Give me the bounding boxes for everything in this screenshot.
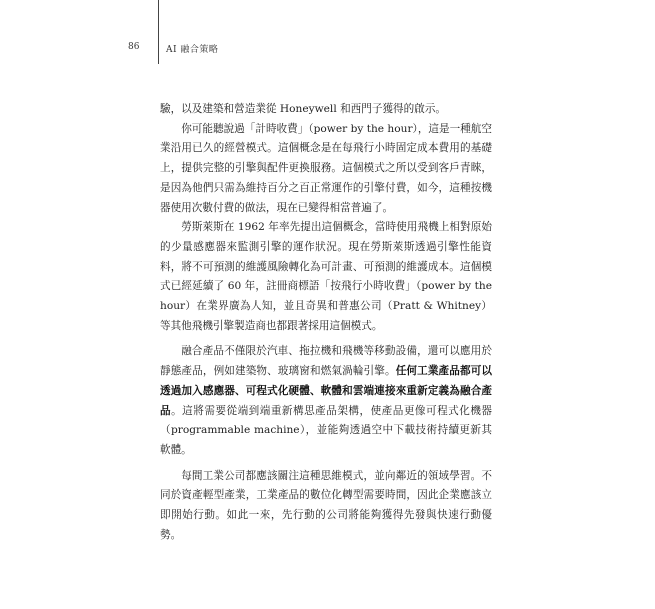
paragraph-continuation: 驗，以及建築和營造業從 Honeywell 和西門子獲得的啟示。 (160, 103, 447, 115)
paragraph-converged-products (160, 342, 492, 460)
margin-rule (158, 0, 159, 64)
body-text (160, 100, 492, 545)
page-number: 86 (128, 42, 140, 52)
running-title: AI 融合策略 (166, 45, 219, 55)
paragraph-text: 融合產品不僅限於汽車、拖拉機和飛機等移動設備，還可以應用於靜態產品，例如建築物、玻璃窗和燃氣渦輪引擎。 (160, 345, 492, 378)
paragraph-text: 。這將需要從端到端重新構思產品架構，使產品更像可程式化機器（programmable machine），並能夠透過空中下載技術持續更新其軟體。 (160, 404, 493, 456)
emphasis-text: 任何工業產品都可以透過加入感應器、可程式化硬體、軟體和雲端連接來重新定義為融合產品 (160, 365, 493, 417)
paragraph-power-by-the-hour: 你可能聽說過「計時收費」（power by the hour），這是一種航空業沿用已久的經營模式。這個概念是在每飛行小時固定成本費用的基礎上，提供完整的引擎與配件更換服務。這個模式之所以受到客戶青睞，是因為他們只需為維持百分之百正常運作的引擎付費，如今，這種按機器使用次數付費的做法，現在已變得相當普遍了。 (160, 122, 492, 214)
paragraph-industrial-companies: 每間工業公司都應該關注這種思維模式，並向鄰近的領域學習。不同於資產輕型產業，工業產品的數位化轉型需要時間，因此企業應該立即開始行動。如此一來，先行動的公司將能夠獲得先發與快速行動優勢。 (160, 469, 492, 541)
paragraph-rolls-royce: 勞斯萊斯在 1962 年率先提出這個概念，當時使用飛機上相對原始的少量感應器來監測引擎的運作狀況。現在勞斯萊斯透過引擎性能資料，將不可預測的維護風險轉化為可計畫、可預測的維護成本。這個模式已經延續了 60 年，註冊商標語「按飛行小時收費」（power by the hour）在業界廣為人知，並且奇異和普惠公司（Pratt & Whitney）等其他飛機引擎製造商也都跟著採用這個模式。 (160, 221, 492, 332)
